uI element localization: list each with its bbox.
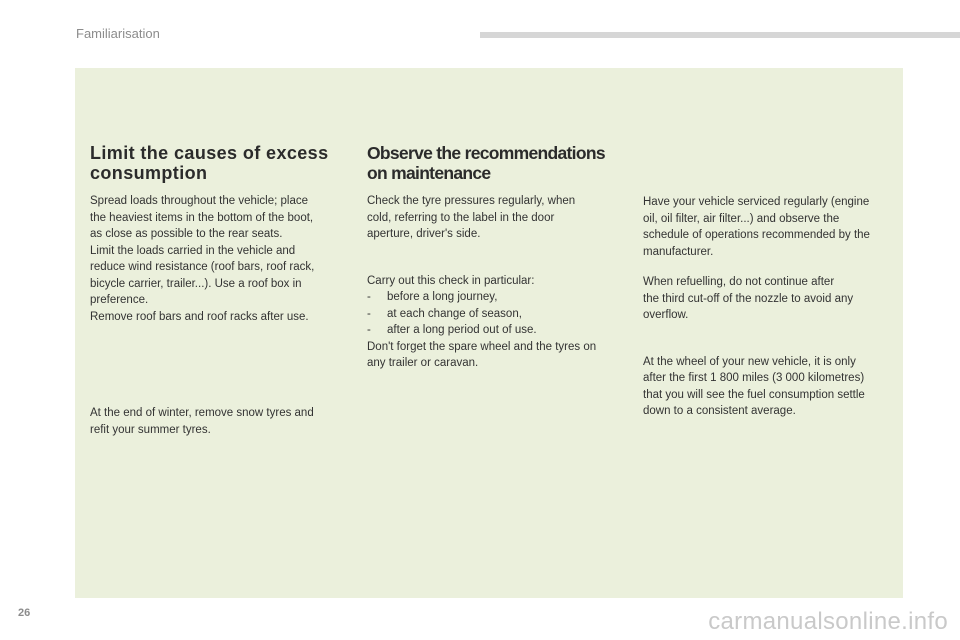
text-line: Check the tyre pressures regularly, when [367, 195, 576, 207]
text-line: overflow. [643, 309, 689, 321]
text-line: refit your summer tyres. [90, 423, 211, 436]
watermark-text: carmanualsonline.info [708, 608, 948, 635]
text-line: Have your vehicle serviced regularly (engine [643, 196, 870, 208]
text-line: as close as possible to the rear seats. [90, 228, 283, 240]
text-line: bicycle carrier, trailer...). Use a roof box in [90, 277, 302, 290]
heading-limit-consumption [90, 143, 345, 183]
list-item [367, 322, 622, 339]
spare-wheel-paragraph [367, 339, 622, 372]
winter-tyres-paragraph [90, 405, 345, 438]
text-line: Remove roof bars and roof racks after use. [90, 310, 309, 323]
tyre-pressure-paragraph [367, 193, 622, 243]
refuelling-paragraph [643, 274, 893, 324]
heading-maintenance [367, 143, 622, 183]
text-line: the heaviest items in the bottom of the boot, [90, 211, 314, 224]
list-marker: - [367, 324, 371, 336]
text-line: aperture, driver's side. [367, 228, 481, 240]
list-item-text: after a long period out of use. [387, 324, 537, 336]
page-number: 26 [18, 607, 31, 619]
text-line: At the wheel of your new vehicle, it is only [643, 355, 856, 368]
new-vehicle-paragraph [643, 354, 893, 420]
text-line: preference. [90, 294, 149, 306]
text-line: schedule of operations recommended by the [643, 229, 870, 241]
loads-paragraph [90, 193, 345, 325]
check-list [367, 289, 622, 339]
text-line: When refuelling, do not continue after [643, 276, 835, 288]
left-column [90, 143, 345, 438]
heading-line: Limit the causes of excess [90, 143, 329, 163]
text-line: manufacturer. [643, 245, 714, 258]
text-line: after the first 1 800 miles (3 000 kilometres) [643, 372, 865, 384]
heading-line: on maintenance [367, 163, 491, 183]
header-rule [480, 32, 960, 38]
text-line: that you will see the fuel consumption settle [643, 388, 865, 401]
list-item-text: before a long journey, [387, 291, 498, 303]
right-column [643, 194, 893, 420]
middle-column [367, 143, 622, 372]
text-line: down to a consistent average. [643, 405, 796, 417]
text-line: reduce wind resistance (roof bars, roof rack, [90, 261, 315, 273]
check-intro: Carry out this check in particular: [367, 274, 535, 287]
list-marker: - [367, 291, 371, 303]
text-line: any trailer or caravan. [367, 357, 479, 369]
list-item [367, 306, 622, 323]
text-line: the third cut-off of the nozzle to avoid any [643, 292, 854, 305]
list-item-text: at each change of season, [387, 307, 522, 320]
text-line: At the end of winter, remove snow tyres and [90, 407, 314, 419]
list-marker: - [367, 307, 371, 320]
heading-line: consumption [90, 163, 208, 183]
text-line: cold, referring to the label in the door [367, 211, 555, 224]
list-item [367, 289, 622, 306]
text-line: Don't forget the spare wheel and the tyres on [367, 340, 597, 353]
section-title: Familiarisation [76, 26, 160, 41]
text-line: Limit the loads carried in the vehicle and [90, 244, 296, 257]
text-line: Spread loads throughout the vehicle; place [90, 195, 309, 207]
text-line: oil, oil filter, air filter...) and observe the [643, 212, 840, 225]
heading-line: Observe the recommendations [367, 143, 605, 163]
servicing-paragraph [643, 194, 893, 260]
